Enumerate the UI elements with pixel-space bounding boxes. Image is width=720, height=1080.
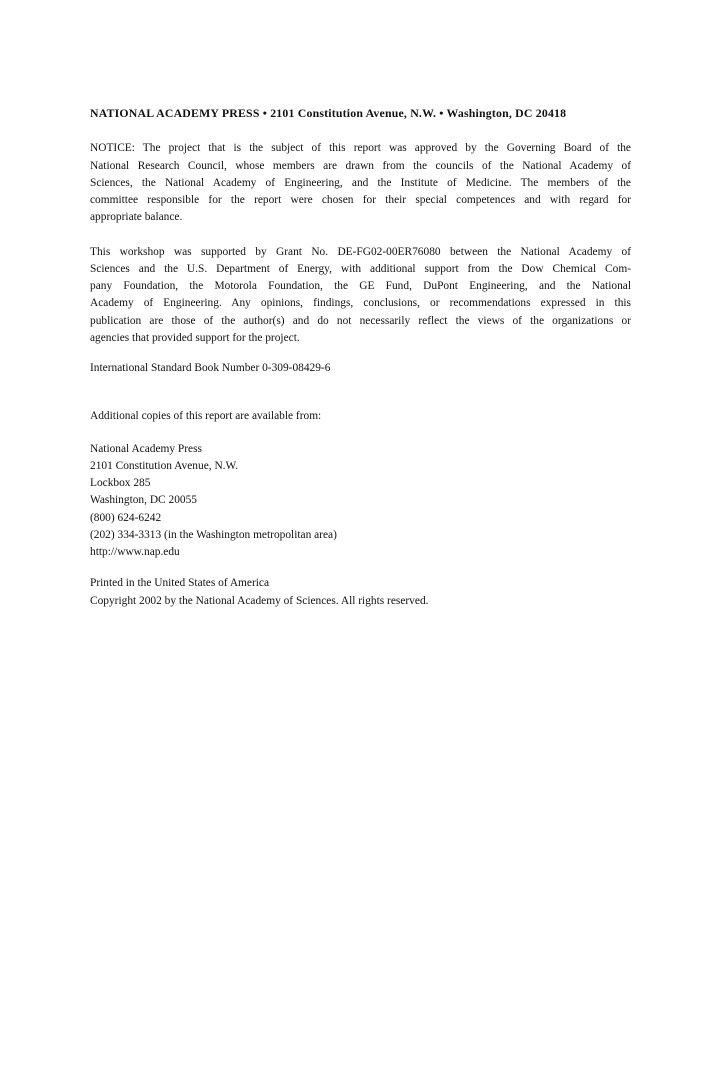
text-line: NOTICE: The project that is the subject of this report was approved by the Governing Board of the: [90, 142, 631, 155]
text-line: Sciences and the U.S. Department of Energy, with additional support from the Dow Chemical Com-: [90, 262, 631, 275]
text-line: Sciences, the National Academy of Engineering, and the Institute of Medicine. The members of the: [90, 176, 631, 189]
additional-copies-line: Additional copies of this report are available from:: [90, 410, 322, 423]
text-line: (202) 334-3313 (in the Washington metropolitan area): [90, 528, 337, 541]
text-line: http://www.nap.edu: [90, 546, 180, 558]
text-line: National Research Council, whose members are drawn from the councils of the National Academy of: [90, 159, 631, 172]
text-line: pany Foundation, the Motorola Foundation, the GE Fund, DuPont Engineering, and the National: [90, 280, 631, 292]
text-line: 2101 Constitution Avenue, N.W.: [90, 459, 239, 472]
text-line: agencies that provided support for the project.: [90, 331, 300, 344]
copyright-page-content: [90, 105, 631, 610]
text-line: National Academy Press: [90, 442, 202, 455]
support-paragraph: [90, 244, 631, 348]
text-line: (800) 624-6242: [90, 511, 162, 524]
text-line: Lockbox 285: [90, 477, 151, 489]
publisher-address-block: [90, 441, 631, 562]
publisher-header: NATIONAL ACADEMY PRESS • 2101 Constitution Avenue, N.W. • Washington, DC 20418: [90, 106, 567, 120]
text-line: committee responsible for the report were chosen for their special competences and with regard for: [90, 194, 631, 206]
text-line: Washington, DC 20055: [90, 494, 197, 507]
notice-paragraph: [90, 140, 631, 226]
text-line: appropriate balance.: [90, 211, 183, 224]
text-line: Printed in the United States of America: [90, 577, 270, 590]
text-line: This workshop was supported by Grant No. DE-FG02-00ER76080 between the National Academy of: [90, 245, 631, 258]
text-line: Academy of Engineering. Any opinions, findings, conclusions, or recommendations expressed in this: [90, 297, 631, 310]
copyright-footer-block: [90, 575, 631, 610]
isbn-line: International Standard Book Number 0-309-08429-6: [90, 362, 331, 374]
text-line: Copyright 2002 by the National Academy of Sciences. All rights reserved.: [90, 594, 429, 607]
text-line: publication are those of the author(s) and do not necessarily reflect the views of the organizations or: [90, 314, 631, 327]
